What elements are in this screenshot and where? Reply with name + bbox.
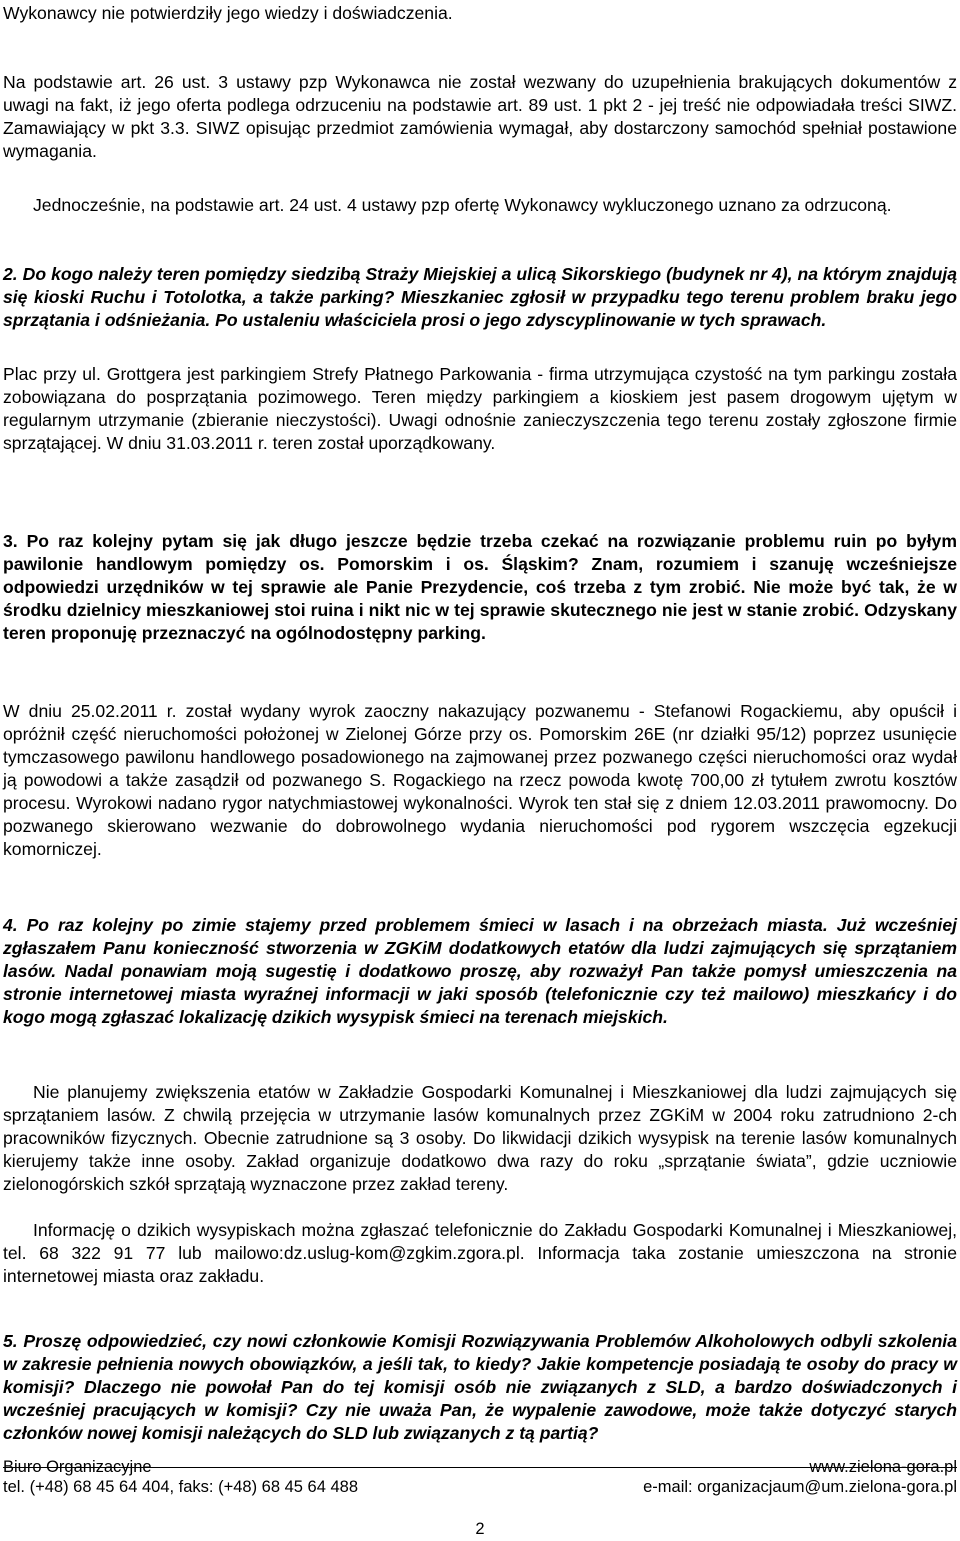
footer-row-bottom <box>3 1477 957 1497</box>
paragraph-intro: Wykonawcy nie potwierdziły jego wiedzy i doświadczenia. <box>3 3 453 23</box>
paragraph-art26: Na podstawie art. 26 ust. 3 ustawy pzp Wykonawca nie został wezwany do uzupełnienia brakujących dokumentów z uwagi na fakt, iż jego oferta podlega odrzuceniu na podstawie art. 89 ust. 1 pkt 2 - jej treść nie odpowiadała treści SIWZ. Zamawiający w pkt 3.3. SIWZ opisując przedmiot zamówienia wymagał, aby dostarczony samochód spełniał postawione wymagania. <box>3 72 957 161</box>
footer-org: Biuro Organizacyjne <box>3 1458 152 1476</box>
answer-2: Plac przy ul. Grottgera jest parkingiem Strefy Płatnego Parkowania - firma utrzymująca czystość na tym parkingu została zobowiązana do posprzątania pozimowego. Teren między parkingiem a kioskiem jest pasem drogowym ujętym w regularnym utrzymanie (zbieranie nieczystości). Uwagi odnośnie zanieczyszczenia tego terenu zostały zgłoszone firmie sprzątającej. W dniu 31.03.2011 r. teren został uporządkowany. <box>3 364 957 453</box>
answer-4-part2: Informację o dzikich wysypiskach można zgłaszać telefonicznie do Zakładu Gospodarki Komunalnej i Mieszkaniowej, tel. 68 322 91 77 lub mailowo:dz.uslug-kom@zgkim.zgora.pl. Informacja taka zostanie umieszczona na stronie internetowej miasta oraz zakładu. <box>3 1220 957 1286</box>
page-number: 2 <box>475 1520 485 1538</box>
footer-email-link[interactable]: e-mail: organizacjaum@um.zielona-gora.pl <box>643 1478 957 1496</box>
question-3: 3. Po raz kolejny pytam się jak długo jeszcze będzie trzeba czekać na rozwiązanie problemu ruin po byłym pawilonie handlowym pomiędzy os. Pomorskim i os. Śląskim? Znam, rozumiem i szanuję wcześniejsze odpowiedzi urzędników w tej sprawie ale Panie Prezydencie, coś trzeba z tym zrobić. Nie może być tak, że w środku dzielnicy mieszkaniowej stoi ruina i nikt nic w tej sprawie skutecznego nie jest w stanie zrobić. Odzyskany teren proponuję przeznaczyć na ogólnodostępny parking. <box>3 531 957 643</box>
question-2: 2. Do kogo należy teren pomiędzy siedzibą Straży Miejskiej a ulicą Sikorskiego (budynek nr 4), na którym znajdują się kioski Ruchu i Totolotka, a także parking? Mieszkaniec zgłosił w przypadku tego terenu problem braku jego sprzątania i odśnieżania. Po ustaleniu właściciela prosi o jego zdyscyplinowanie w tych sprawach. <box>3 264 957 330</box>
footer <box>3 1457 957 1497</box>
footer-row-top <box>3 1457 957 1477</box>
question-4: 4. Po raz kolejny po zimie stajemy przed problemem śmieci w lasach i na obrzeżach miasta. Już wcześniej zgłaszałem Panu konieczność stworzenia w ZGKiM dodatkowych etatów dla ludzi zajmujących się sprzątaniem lasów. Nadal ponawiam moją sugestię i dodatkowo proszę, aby rozważył Pan także pomysł umieszczenia na stronie internetowej miasta wyraźnej informacji w jaki sposób (telefonicznie czy też mailowo) mieszkańcy i do kogo mogą zgłaszać lokalizację dzikich wysypisk śmieci na terenach miejskich. <box>3 915 957 1027</box>
footer-website-link[interactable]: www.zielona-gora.pl <box>809 1458 957 1476</box>
question-5: 5. Proszę odpowiedzieć, czy nowi członkowie Komisji Rozwiązywania Problemów Alkoholowych odbyli szkolenia w zakresie pełnienia nowych obowiązków, a jeśli tak, to kiedy? Jakie kompetencje posiadają te osoby do pracy w komisji? Dlaczego nie powołał Pan do tej komisji osób nie związanych z SLD, a bardzo doświadczonych i wcześniej pracujących w komisji? Czy nie uważa Pan, że wypalenie zawodowe, może także dotyczyć starych członków nowej komisji należących do SLD lub związanych z tą partią? <box>3 1331 957 1443</box>
answer-3: W dniu 25.02.2011 r. został wydany wyrok zaoczny nakazujący pozwanemu - Stefanowi Rogackiemu, aby opuścił i opróżnił część nieruchomości położonej w Zielonej Górze przy os. Pomorskim 26E (nr działki 95/12) poprzez usunięcie tymczasowego pawilonu handlowego posadowionego na zajmowanej przez pozwanego części nieruchomości oraz wydał ją powodowi a także zasądził od pozwanego S. Rogackiego na rzecz powoda kwotę 700,00 zł tytułem zwrotu kosztów procesu. Wyrokowi nadano rygor natychmiastowej wykonalności. Wyrok ten stał się z dniem 12.03.2011 prawomocny. Do pozwanego skierowano wezwanie do dobrowolnego wydania nieruchomości pod rygorem wszczęcia egzekucji komorniczej. <box>3 701 957 859</box>
answer-4-part1: Nie planujemy zwiększenia etatów w Zakładzie Gospodarki Komunalnej i Mieszkaniowej dla ludzi zajmujących się sprzątaniem lasów. Z chwilą przejęcia w utrzymanie lasów komunalnych przez ZGKiM w 2004 roku zatrudniono 2-ch pracowników fizycznych. Obecnie zatrudnione są 3 osoby. Do likwidacji dzikich wysypisk na terenie lasów komunalnych kierujemy także inne osoby. Zakład organizuje dodatkowo dwa razy do roku „sprzątanie świata”, gdzie uczniowie zielonogórskich szkół sprzątają wyznaczone przez zakład tereny. <box>3 1082 957 1194</box>
footer-phone: tel. (+48) 68 45 64 404, faks: (+48) 68 45 64 488 <box>3 1478 358 1496</box>
paragraph-art24: Jednocześnie, na podstawie art. 24 ust. 4 ustawy pzp ofertę Wykonawcy wykluczonego uznano za odrzuconą. <box>33 195 892 215</box>
